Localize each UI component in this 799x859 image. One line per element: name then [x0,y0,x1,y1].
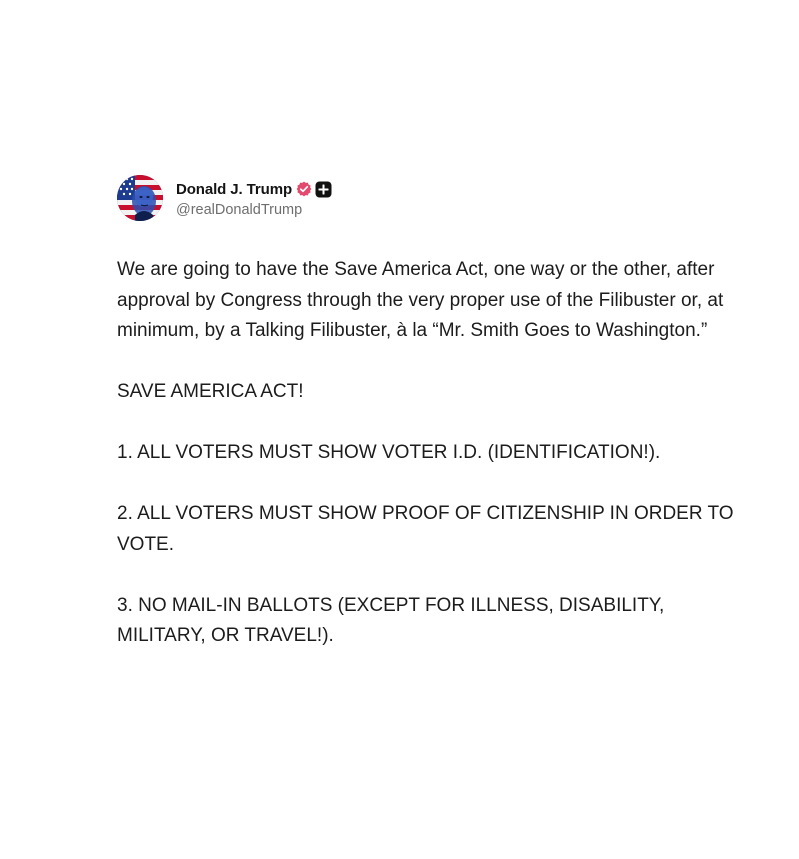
post-paragraph: 1. ALL VOTERS MUST SHOW VOTER I.D. (IDENTIFICATION!). [117,442,661,463]
avatar[interactable] [117,175,163,221]
post-body [117,255,742,652]
author-info [176,178,332,218]
post-paragraph: 2. ALL VOTERS MUST SHOW PROOF OF CITIZENSHIP IN ORDER TO VOTE. [117,503,734,555]
author-handle[interactable]: @realDonaldTrump [176,202,303,218]
post-paragraph: SAVE AMERICA ACT! [117,381,304,402]
author-name-row [176,178,332,200]
verified-badge-icon [296,181,312,197]
post-card [117,174,742,652]
plus-badge-icon [315,181,332,198]
post-paragraph: We are going to have the Save America Act, one way or the other, after approval by Congress through the very proper use of the Filibuster or, at minimum, by a Talking Filibuster, à la “Mr. Smith Goes to Washington.” [117,259,724,341]
post-paragraph: 3. NO MAIL-IN BALLOTS (EXCEPT FOR ILLNESS, DISABILITY, MILITARY, OR TRAVEL!). [117,594,665,646]
post-header [117,174,742,222]
author-display-name[interactable]: Donald J. Trump [176,180,293,198]
avatar-image [117,175,163,221]
